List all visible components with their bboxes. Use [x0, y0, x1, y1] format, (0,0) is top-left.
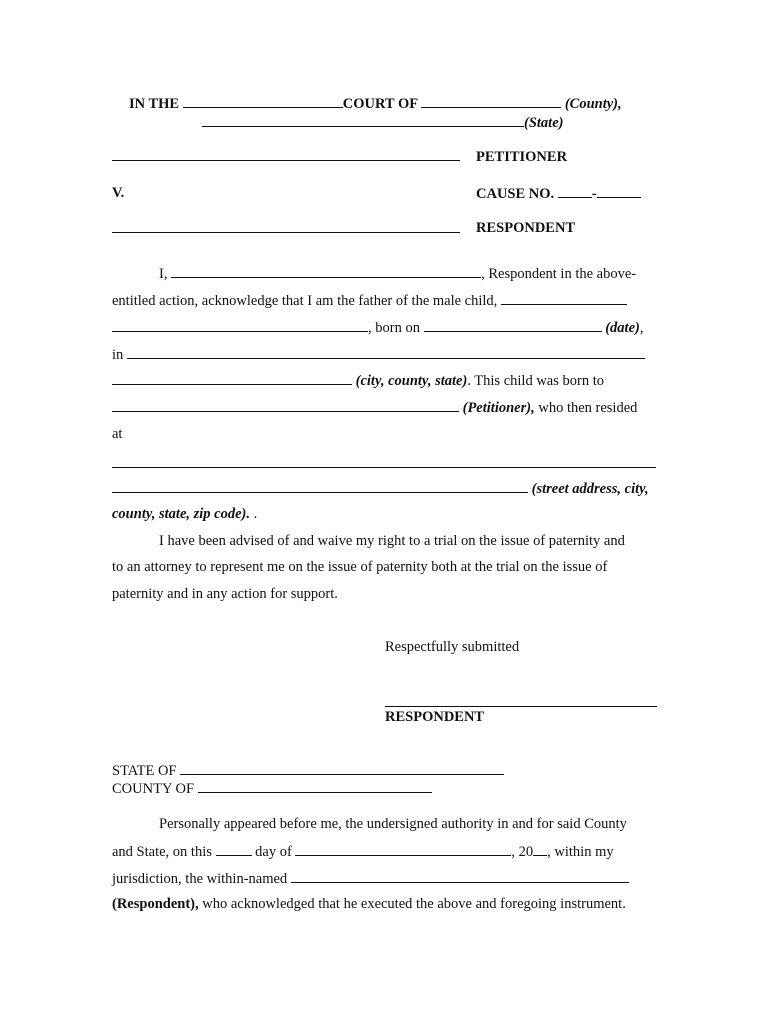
waiver-line-2: to an attorney to represent me on the issue of paternity both at the trial on the issue of	[112, 559, 608, 575]
date-label: (date)	[605, 320, 640, 336]
year-field[interactable]	[533, 842, 547, 856]
body-line-4	[112, 345, 645, 364]
birth-place-field-1[interactable]	[127, 345, 645, 359]
waiver-line-3: paternity and in any action for support.	[112, 586, 338, 602]
cause-dash: -	[591, 186, 597, 202]
body-line-3	[112, 318, 643, 337]
i-label: I,	[159, 266, 168, 282]
city-county-state-label: (city, county, state)	[355, 373, 468, 389]
versus-label: V.	[112, 185, 125, 201]
within-my-text: , within my	[547, 844, 614, 860]
acknowledged-text: who acknowledged that he executed the above and foregoing instrument.	[198, 896, 626, 912]
month-field[interactable]	[295, 842, 511, 856]
body-line-6	[112, 398, 637, 417]
notary-line-2	[112, 842, 614, 861]
respondent-caption-label: RESPONDENT	[476, 220, 576, 236]
notary-line-3	[112, 869, 629, 888]
county-name-field[interactable]	[421, 94, 561, 108]
born-on-text: , born on	[368, 320, 420, 336]
state-label: (State)	[524, 115, 564, 131]
court-of-label: COURT OF	[342, 96, 418, 112]
body-line-1	[159, 264, 636, 283]
body-line-8	[112, 479, 649, 498]
notary-line-1: Personally appeared before me, the undersigned authority in and for said County	[159, 816, 627, 832]
body-line-2	[112, 291, 627, 310]
body-line-5	[112, 371, 604, 390]
comma: ,	[639, 320, 644, 336]
address-field-1[interactable]	[112, 467, 656, 468]
respectfully-submitted: Respectfully submitted	[385, 639, 520, 655]
respondent-text: , Respondent in the above-	[481, 266, 637, 282]
child-name-field-2[interactable]	[112, 318, 368, 332]
county-of-line	[112, 779, 432, 798]
respondent-full-name-field[interactable]	[171, 264, 481, 278]
respondent-signature-label: RESPONDENT	[385, 709, 485, 725]
born-to-text: . This child was born to	[467, 373, 604, 389]
birth-date-field[interactable]	[424, 318, 602, 332]
in-the-label: IN THE	[129, 96, 180, 112]
at-label: at	[112, 426, 123, 442]
birth-place-field-2[interactable]	[112, 371, 352, 385]
notary-county-field[interactable]	[198, 779, 432, 793]
jurisdiction-text: jurisdiction, the within-named	[112, 871, 288, 887]
court-name-field[interactable]	[183, 94, 343, 108]
day-of-text: day of	[255, 844, 292, 860]
cause-no-label: CAUSE NO.	[476, 186, 555, 202]
street-address-label: (street address, city,	[531, 481, 649, 497]
end-period: .	[250, 506, 258, 522]
county-zip-label: county, state, zip code).	[112, 506, 250, 522]
within-named-field[interactable]	[291, 869, 629, 883]
waiver-line-1: I have been advised of and waive my right to a trial on the issue of paternity and	[159, 533, 625, 549]
state-of-line	[112, 761, 504, 780]
county-label: (County),	[564, 96, 622, 112]
resided-text: who then resided	[538, 400, 638, 416]
petitioner-label: PETITIONER	[476, 149, 568, 165]
child-name-field-1[interactable]	[501, 291, 627, 305]
respondent-name-field[interactable]	[112, 232, 460, 233]
body-line-9	[112, 505, 257, 523]
in-label: in	[112, 347, 124, 363]
notary-line-4	[112, 895, 626, 913]
respondent-inline-label: (Respondent),	[112, 896, 199, 912]
state-of-label: STATE OF	[112, 763, 177, 779]
on-this-text: and State, on this	[112, 844, 212, 860]
petitioner-name-field[interactable]	[112, 160, 460, 161]
mother-name-field[interactable]	[112, 398, 459, 412]
father-text: entitled action, acknowledge that I am the father of the male child,	[112, 293, 498, 309]
state-name-field[interactable]	[202, 113, 524, 127]
cause-no-field-2[interactable]	[597, 184, 641, 198]
notary-state-field[interactable]	[180, 761, 504, 775]
year-prefix: , 20	[511, 844, 534, 860]
day-field[interactable]	[216, 842, 252, 856]
respondent-signature-line[interactable]	[385, 706, 657, 707]
address-field-2[interactable]	[112, 479, 528, 493]
cause-number	[476, 184, 641, 203]
county-of-label: COUNTY OF	[112, 781, 195, 797]
cause-no-field-1[interactable]	[558, 184, 592, 198]
court-heading	[129, 94, 622, 113]
state-heading	[202, 113, 563, 132]
petitioner-inline-label: (Petitioner),	[462, 400, 535, 416]
